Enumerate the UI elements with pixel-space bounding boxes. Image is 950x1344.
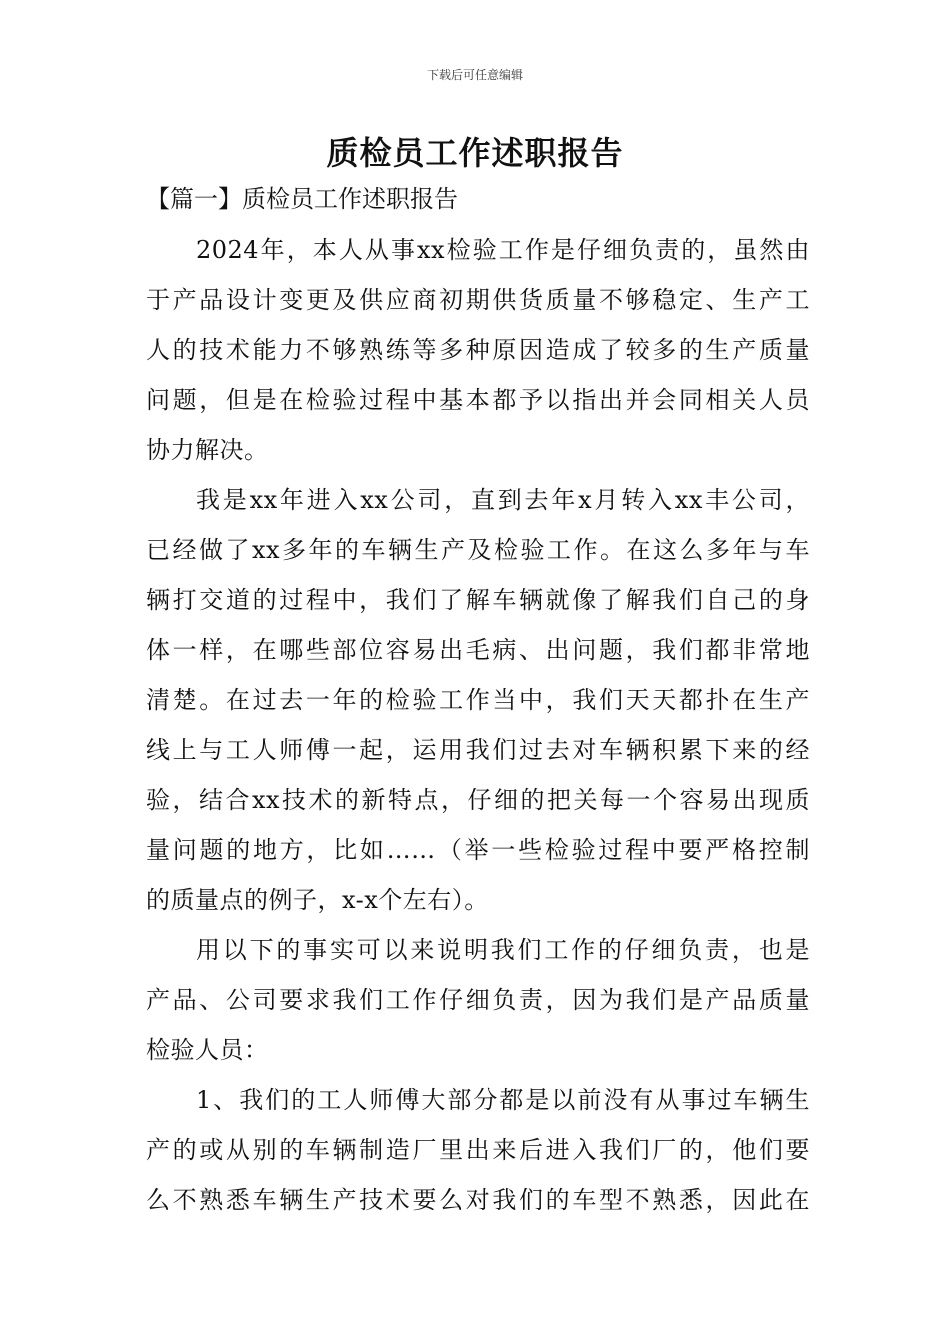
text-line: 的质量点的例子，x-x个左右）。 bbox=[146, 886, 489, 914]
text-line: 人的技术能力不够熟练等多种原因造成了较多的生产质量 bbox=[146, 336, 810, 364]
text-line: 产品、公司要求我们工作仔细负责，因为我们是产品质量 bbox=[146, 986, 810, 1014]
text-line: 于产品设计变更及供应商初期供货质量不够稳定、生产工 bbox=[146, 286, 810, 314]
text-line: 我是xx年进入xx公司，直到去年x月转入xx丰公司， bbox=[196, 486, 810, 514]
text-line: 量问题的地方，比如……（举一些检验过程中要严格控制 bbox=[146, 836, 810, 864]
header-note: 下载后可任意编辑 bbox=[426, 68, 523, 82]
text-line: 协力解决。 bbox=[146, 436, 269, 464]
paragraph-2 bbox=[146, 482, 810, 932]
text-line: 么不熟悉车辆生产技术要么对我们的车型不熟悉，因此在 bbox=[146, 1186, 810, 1214]
text-line: 问题，但是在检验过程中基本都予以指出并会同相关人员 bbox=[146, 386, 810, 414]
text-line: 辆打交道的过程中，我们了解车辆就像了解我们自己的身 bbox=[146, 586, 810, 614]
text-line: 用以下的事实可以来说明我们工作的仔细负责，也是 bbox=[196, 936, 810, 964]
text-line: 已经做了xx多年的车辆生产及检验工作。在这么多年与车 bbox=[146, 536, 810, 564]
text-line: 清楚。在过去一年的检验工作当中，我们天天都扑在生产 bbox=[146, 686, 810, 714]
text-line: 体一样，在哪些部位容易出毛病、出问题，我们都非常地 bbox=[146, 636, 810, 664]
text-line: 验，结合xx技术的新特点，仔细的把关每一个容易出现质 bbox=[146, 786, 810, 814]
paragraph-4 bbox=[146, 1082, 810, 1232]
text-line: 产的或从别的车辆制造厂里出来后进入我们厂的，他们要 bbox=[146, 1136, 810, 1164]
section-heading: 【篇一】质检员工作述职报告 bbox=[146, 185, 458, 213]
paragraph-1 bbox=[146, 232, 810, 482]
paragraph-3 bbox=[146, 932, 810, 1082]
text-line: 检验人员： bbox=[146, 1036, 269, 1064]
text-line: 2024年，本人从事xx检验工作是仔细负责的，虽然由 bbox=[196, 236, 810, 264]
document-body bbox=[146, 232, 810, 1232]
text-line: 1、我们的工人师傅大部分都是以前没有从事过车辆生 bbox=[196, 1086, 810, 1114]
text-line: 线上与工人师傅一起，运用我们过去对车辆积累下来的经 bbox=[146, 736, 810, 764]
page-title: 质检员工作述职报告 bbox=[326, 134, 624, 172]
